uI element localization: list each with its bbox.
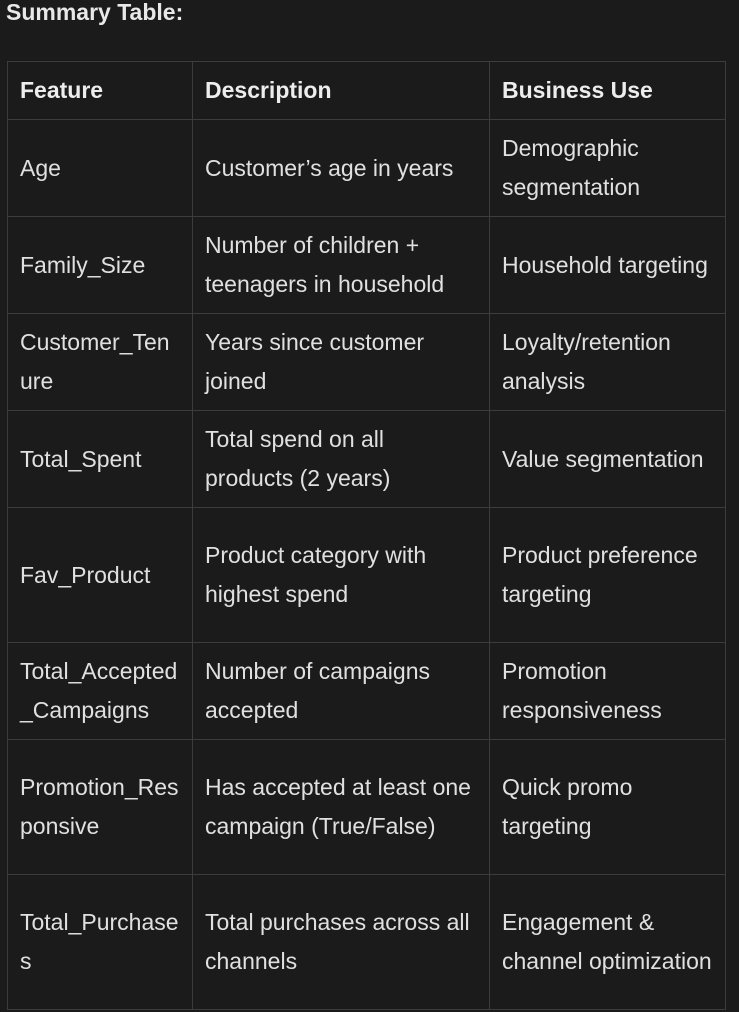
table-row bbox=[8, 217, 726, 314]
table-row bbox=[8, 411, 726, 508]
business-use-cell: Household targeting bbox=[490, 217, 726, 314]
business-use-cell: Demographic segmentation bbox=[490, 120, 726, 217]
business-use-cell: Quick promo targeting bbox=[490, 740, 726, 875]
description-cell: Years since customer joined bbox=[193, 314, 490, 411]
table-header-row bbox=[8, 62, 726, 120]
description-cell: Total spend on all products (2 years) bbox=[193, 411, 490, 508]
feature-cell: Total_Purchases bbox=[8, 875, 193, 1010]
business-use-cell: Value segmentation bbox=[490, 411, 726, 508]
feature-cell: Fav_Product bbox=[8, 508, 193, 643]
feature-cell: Promotion_Responsive bbox=[8, 740, 193, 875]
table-row bbox=[8, 643, 726, 740]
description-cell: Number of children + teenagers in household bbox=[193, 217, 490, 314]
table-row bbox=[8, 508, 726, 643]
column-header-business-use: Business Use bbox=[490, 62, 726, 120]
table-row bbox=[8, 120, 726, 217]
feature-cell: Family_Size bbox=[8, 217, 193, 314]
column-header-description: Description bbox=[193, 62, 490, 120]
description-cell: Customer’s age in years bbox=[193, 120, 490, 217]
business-use-cell: Product preference targeting bbox=[490, 508, 726, 643]
table-row bbox=[8, 314, 726, 411]
description-cell: Number of campaigns accepted bbox=[193, 643, 490, 740]
description-cell: Product category with highest spend bbox=[193, 508, 490, 643]
business-use-cell: Engagement & channel optimization bbox=[490, 875, 726, 1010]
feature-cell: Customer_Tenure bbox=[8, 314, 193, 411]
description-cell: Total purchases across all channels bbox=[193, 875, 490, 1010]
feature-cell: Age bbox=[8, 120, 193, 217]
summary-table bbox=[7, 61, 726, 1010]
business-use-cell: Promotion responsiveness bbox=[490, 643, 726, 740]
feature-cell: Total_Accepted_Campaigns bbox=[8, 643, 193, 740]
table-row bbox=[8, 875, 726, 1010]
column-header-feature: Feature bbox=[8, 62, 193, 120]
table-row bbox=[8, 740, 726, 875]
feature-cell: Total_Spent bbox=[8, 411, 193, 508]
description-cell: Has accepted at least one campaign (True/False) bbox=[193, 740, 490, 875]
business-use-cell: Loyalty/retention analysis bbox=[490, 314, 726, 411]
page-title: Summary Table: bbox=[6, 0, 184, 25]
